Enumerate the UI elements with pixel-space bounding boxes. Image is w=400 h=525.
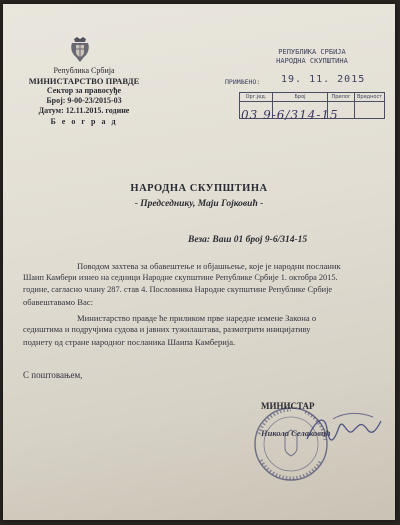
paragraph-2-line: седиштима и подручјима судова и јавних тужилаштава, размотрити иницијативу: [23, 325, 311, 334]
paragraph-1-line: Поводом захтева за обавештење и објашњење, које је народни посланик: [77, 261, 341, 271]
header-ministry: МИНИСТАРСТВО ПРАВДЕ: [28, 76, 140, 86]
reference-line: Веза: Ваш 01 број 9-6/314-15: [188, 235, 308, 245]
stamp-header-value: Вредност: [355, 93, 385, 102]
stamp-cell: [355, 102, 385, 119]
header-date: Датум: 12.11.2015. године: [38, 106, 130, 115]
addressee-title: НАРОДНА СКУПШТИНА: [130, 183, 268, 194]
addressee-name: - Председнику, Маји Гојковић -: [134, 199, 264, 209]
stamp-handwritten-number: 03 9-6/314-15: [241, 108, 339, 122]
header-sector: Сектор за правосуђе: [46, 86, 122, 95]
header-number: Број: 9-00-23/2015-03: [46, 96, 122, 105]
header-city: Б е о г р а д: [50, 117, 118, 126]
stamp-header-number: Број: [273, 93, 328, 102]
paragraph-1-line: Шаип Камбери изнео на седници Народне скупштине Републике Србије 1. октобра 2015.: [23, 273, 338, 282]
paragraph-1-line: године, сагласно члану 287. став 4. Пословника Народне скупштине Републике Србије: [23, 285, 333, 294]
paragraph-2-line: поднету од стране народног посланика Шаипа Камберија.: [23, 337, 236, 347]
handwritten-signature-icon: [303, 409, 383, 454]
stamp-received-label: ПРИМЉЕНО:: [225, 78, 261, 86]
stamp-received-date: 19. 11. 2015: [281, 74, 366, 85]
letter-page: [3, 4, 395, 520]
paragraph-1-line: обавештавамо Вас:: [23, 297, 93, 307]
stamp-header-org: Орг.јед.: [240, 93, 273, 102]
stamp-line-1: РЕПУБЛИКА СРБИЈА: [278, 48, 346, 56]
signature-title: МИНИСТАР: [261, 401, 315, 411]
paragraph-2-line: Министарство правде ће приликом прве наредне измене Закона о: [77, 313, 317, 323]
signature-name: Никола Селаковић: [261, 428, 331, 438]
closing-line: С поштовањем,: [23, 370, 83, 380]
stamp-header-attachment: Прилог: [328, 93, 355, 102]
header-republic: Република Србија: [53, 66, 115, 75]
stamp-line-2: НАРОДНА СКУПШТИНА: [276, 57, 348, 65]
coat-of-arms-icon: [69, 36, 91, 64]
